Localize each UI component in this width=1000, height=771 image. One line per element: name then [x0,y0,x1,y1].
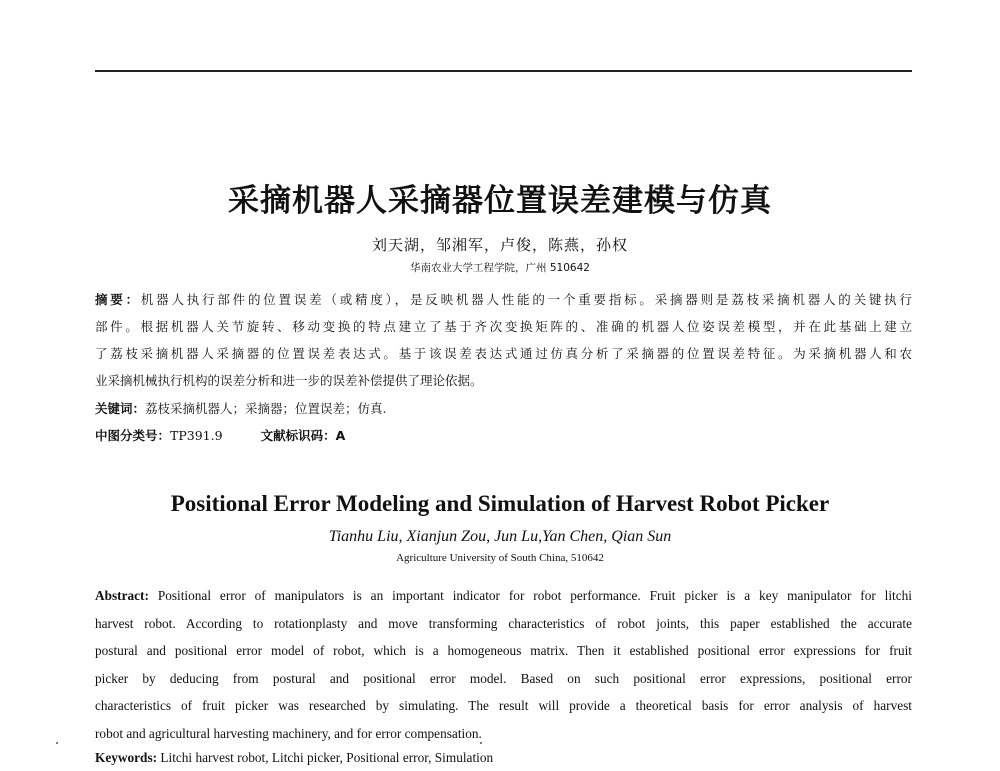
header-rule [95,70,912,72]
chinese-authors: 刘天湖，邹湘军，卢俊，陈燕，孙权 [371,236,628,254]
english-keywords-label: Keywords: [95,750,158,765]
chinese-keywords-label: 关键词： [95,401,146,416]
chinese-title: 采摘机器人采摘器位置误差建模与仿真 [228,183,772,219]
chinese-abstract-label: 摘要： [95,292,141,307]
english-abstract [95,582,912,747]
chinese-abstract [95,286,912,394]
english-authors: Tianhu Liu, Xianjun Zou, Jun Lu,Yan Chen, Qian Sun [328,528,672,545]
chinese-classification [95,425,345,447]
english-abstract-line: robot and agricultural harvesting machinery, and for error compensation. [95,725,482,741]
english-affiliation: Agriculture University of South China, 510642 [396,552,604,564]
english-title: Positional Error Modeling and Simulation of Harvest Robot Picker [170,491,830,516]
english-abstract-line: harvest robot. According to rotationplasty and move transforming characteristics of robot joints, this paper established the accurate [95,615,912,631]
doc-code-label: 文献标识码： [260,428,336,443]
english-abstract-line: Abstract: Positional error of manipulators is an important indicator for robot performance. Fruit picker is a key manipulator for litchi [95,588,912,603]
chinese-abstract-line: 部件。根据机器人关节旋转、移动变换的特点建立了基于齐次变换矩阵的、准确的机器人位姿误差模型，并在此基础上建立 [95,319,912,334]
scan-speck [56,742,58,744]
scan-speck [480,742,482,744]
classification-label: 中图分类号： [95,428,171,443]
chinese-keywords-text: 荔枝采摘机器人；采摘器；位置误差；仿真. [145,401,387,416]
english-abstract-label: Abstract: [95,588,149,603]
english-abstract-line: characteristics of fruit picker was researched by simulating. The result will provide a theoretical basis for error analysis of harvest [95,698,912,713]
english-keywords-text: Litchi harvest robot, Litchi picker, Positional error, Simulation [160,750,494,765]
english-keywords [95,744,912,771]
chinese-affiliation: 华南农业大学工程学院，广州 510642 [410,262,590,274]
english-abstract-line: picker by deducing from postural and positional error model. Based on such positional error expressions, positional error [95,670,912,686]
chinese-keywords [95,398,387,420]
doc-code: A [335,428,346,443]
chinese-abstract-line: 摘要：机器人执行部件的位置误差（或精度），是反映机器人性能的一个重要指标。采摘器则是荔枝采摘机器人的关键执行 [95,292,912,307]
classification-code: TP391.9 [170,428,223,443]
english-abstract-line: postural and positional error model of robot, which is a homogeneous matrix. Then it established positional error expressions for fruit [95,643,912,658]
chinese-abstract-line: 业采摘机械执行机构的误差分析和进一步的误差补偿提供了理论依据。 [95,373,483,388]
chinese-abstract-line: 了荔枝采摘机器人采摘器的位置误差表达式。基于该误差表达式通过仿真分析了采摘器的位置误差特征。为采摘机器人和农 [95,346,912,361]
